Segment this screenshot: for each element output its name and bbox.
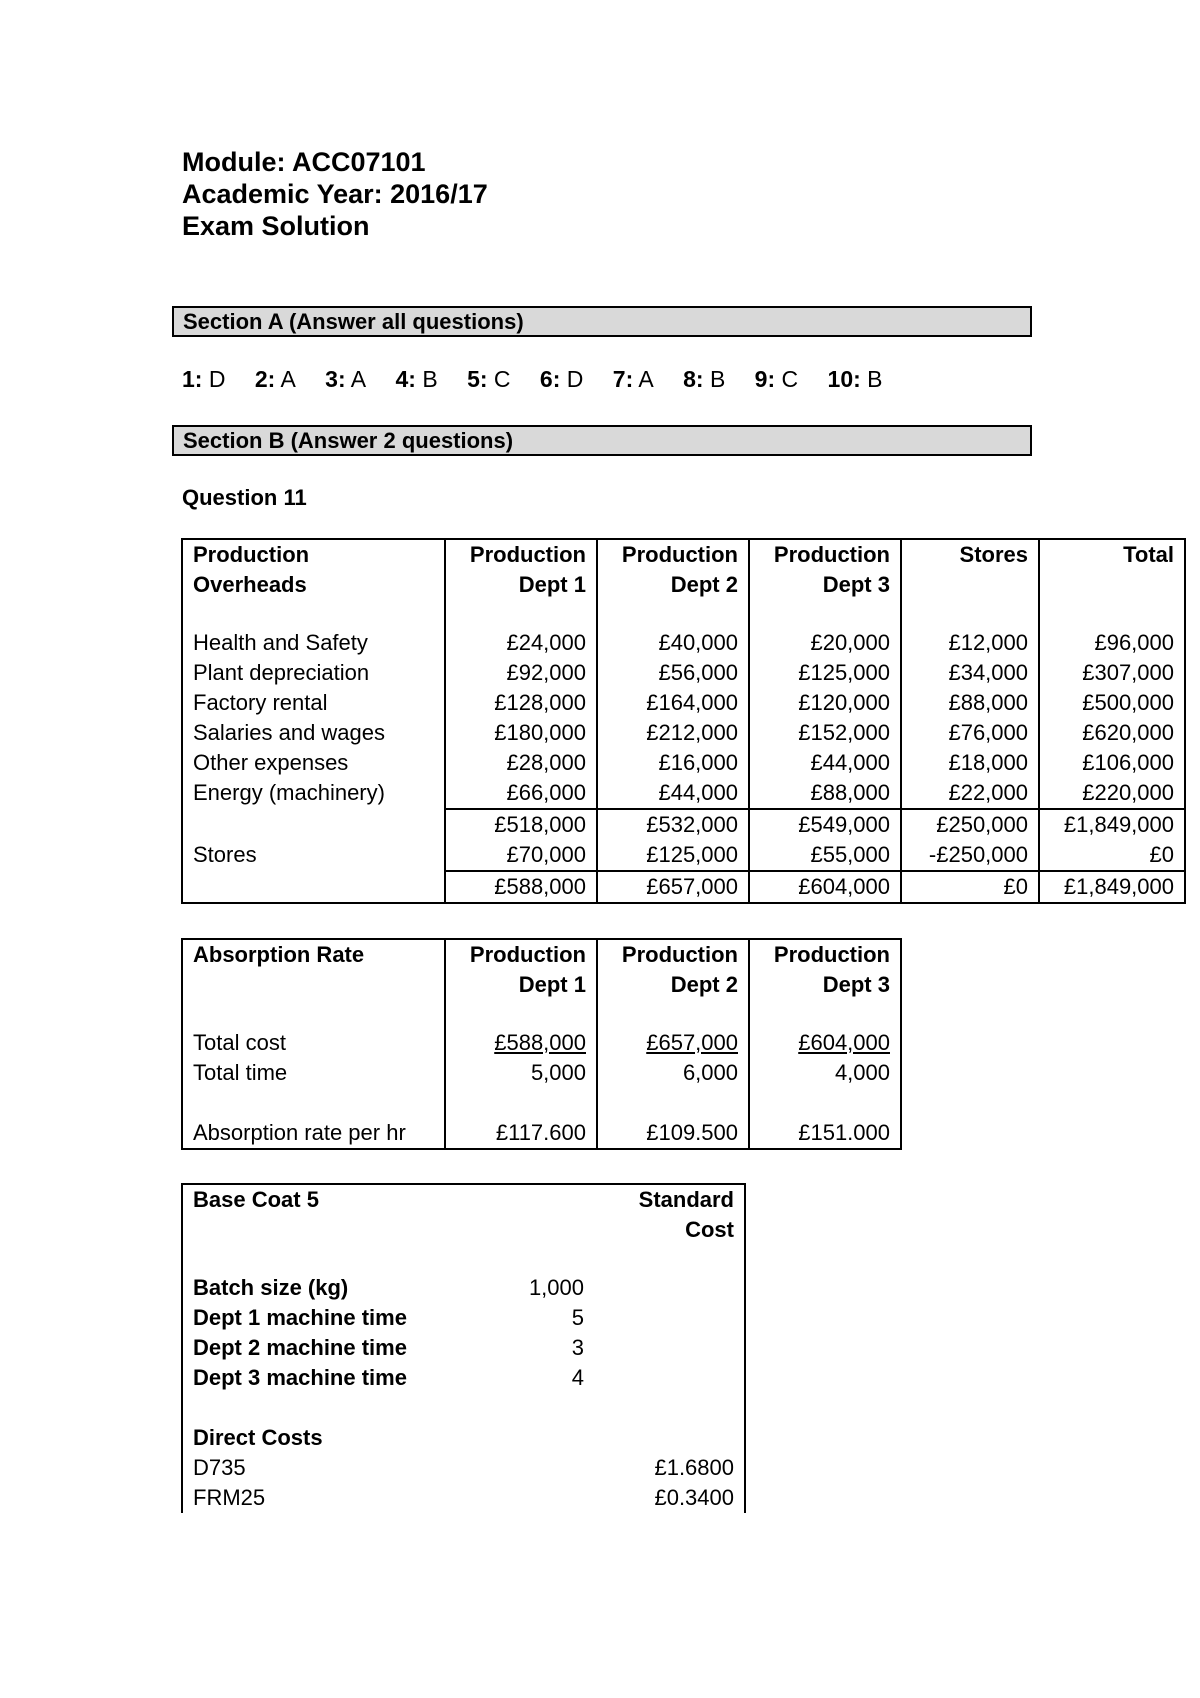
section-a-heading: Section A (Answer all questions): [172, 306, 1032, 337]
document-title: Exam Solution: [182, 211, 370, 241]
col-stores-header: Stores: [901, 539, 1039, 570]
col-total-subheader: [1039, 570, 1185, 600]
section-b-heading: Section B (Answer 2 questions): [172, 425, 1032, 456]
overheads-table: [181, 538, 1186, 904]
direct-cost-row: D735 £1.6800: [193, 1455, 734, 1480]
overheads-header: Production: [193, 542, 310, 567]
param-row: Batch size (kg) 1,000: [193, 1275, 584, 1300]
answer-1: 1: D: [182, 366, 226, 392]
answer-7: 7: A: [612, 366, 654, 392]
total-row: £588,000 £657,000 £604,000 £0 £1,849,000: [182, 871, 1185, 903]
basecoat-header: Base Coat 5: [193, 1187, 319, 1212]
basecoat-table: Base Coat 5 Standard Cost Batch size (kg) 1,000 Dept 1 machine time 5 Dept 2 machine time 3 Dept 3 machine time 4 Direct Costs D735 £1.6800 FRM25 £0.3400: [181, 1183, 746, 1513]
param-row: Dept 3 machine time 4: [193, 1365, 584, 1390]
param-row: Dept 2 machine time 3: [193, 1335, 584, 1360]
section-a-answers: [182, 366, 906, 393]
col-dept3-subheader: Dept 3: [749, 570, 901, 600]
table-row: Other expenses £28,000 £16,000 £44,000 £18,000 £106,000: [182, 748, 1185, 778]
answer-9: 9: C: [754, 366, 799, 392]
stores-row: Stores £70,000 £125,000 £55,000 -£250,000 £0: [182, 840, 1185, 871]
table-row: Salaries and wages £180,000 £212,000 £152,000 £76,000 £620,000: [182, 718, 1185, 748]
absorption-header: Absorption Rate: [193, 942, 365, 967]
overheads-header-2: Overheads: [193, 572, 307, 597]
answer-10: 10: B: [827, 366, 883, 392]
col-dept1-subheader: Dept 1: [445, 570, 597, 600]
absorption-rate-row: Absorption rate per hr £117.600 £109.500 £151.000: [182, 1118, 901, 1149]
direct-cost-row: FRM25 £0.3400: [193, 1485, 734, 1510]
absorption-table: Absorption Rate Production Production Production Dept 1 Dept 2 Dept 3 Total cost £588,000 £657,000 £604,000 Total time 5,000 6,000 4,000 Absorption rate per hr £117.600 £109.500 £151.000: [181, 938, 902, 1150]
col-dept2-header: Production: [597, 539, 749, 570]
module-code: Module: ACC07101: [182, 147, 426, 177]
col-total-header: Total: [1039, 539, 1185, 570]
document-header: [182, 146, 488, 242]
col-dept2-subheader: Dept 2: [597, 570, 749, 600]
question-title: Question 11: [182, 485, 307, 510]
standard-cost-header: Standard: [638, 1187, 734, 1212]
answer-3: 3: A: [325, 366, 367, 392]
table-row: Energy (machinery) £66,000 £44,000 £88,000 £22,000 £220,000: [182, 778, 1185, 809]
table-row: Factory rental £128,000 £164,000 £120,000 £88,000 £500,000: [182, 688, 1185, 718]
table-row: Health and Safety £24,000 £40,000 £20,000 £12,000 £96,000: [182, 628, 1185, 658]
table-row: Plant depreciation £92,000 £56,000 £125,000 £34,000 £307,000: [182, 658, 1185, 688]
answer-8: 8: B: [683, 366, 726, 392]
academic-year: Academic Year: 2016/17: [182, 179, 488, 209]
param-row: Dept 1 machine time 5: [193, 1305, 584, 1330]
answer-6: 6: D: [539, 366, 584, 392]
subtotal-row: £518,000 £532,000 £549,000 £250,000 £1,849,000: [182, 809, 1185, 840]
answer-5: 5: C: [467, 366, 511, 392]
answer-4: 4: B: [395, 366, 438, 392]
total-time-row: Total time 5,000 6,000 4,000: [182, 1058, 901, 1088]
col-dept1-header: Production: [445, 539, 597, 570]
total-cost-row: Total cost £588,000 £657,000 £604,000: [182, 1028, 901, 1058]
answer-2: 2: A: [254, 366, 296, 392]
col-stores-subheader: [901, 570, 1039, 600]
col-dept3-header: Production: [749, 539, 901, 570]
direct-costs-label: Direct Costs: [193, 1425, 323, 1450]
